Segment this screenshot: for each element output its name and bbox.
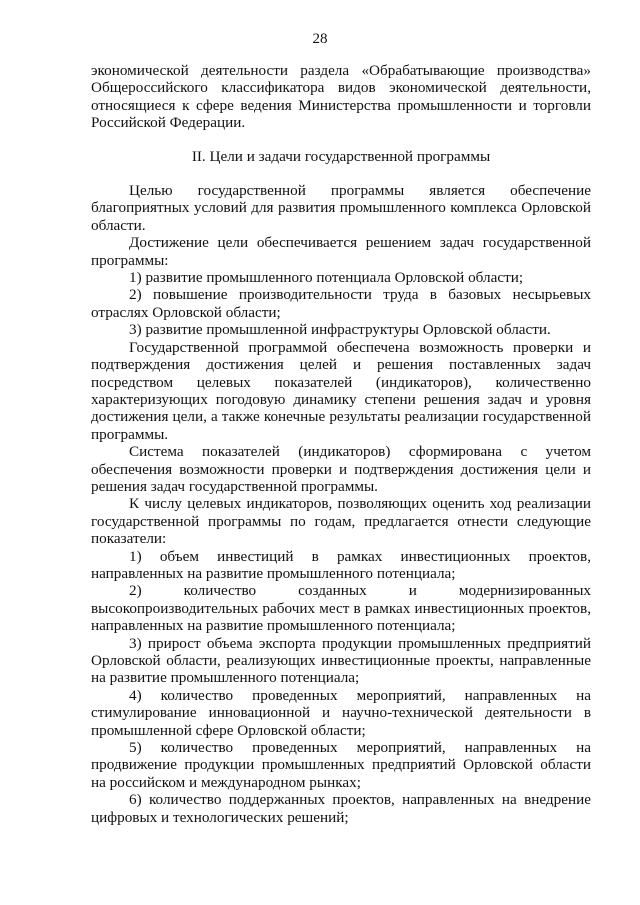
document-body bbox=[91, 62, 591, 826]
page-number: 28 bbox=[312, 31, 328, 47]
indicator-item-2: 2) количество созданных и модернизированных высокопроизводительных рабочих мест в рамках инвестиционных проектов, направленных на развитие промышленного потенциала; bbox=[91, 582, 591, 635]
task-item-3: 3) развитие промышленной инфраструктуры Орловской области. bbox=[129, 321, 551, 339]
paragraph-continuation: экономической деятельности раздела «Обрабатывающие производства» Общероссийского классификатора видов экономической деятельности, относящиеся к сфере ведения Министерства промышленности и торговли Российской Федерации. bbox=[91, 62, 591, 132]
paragraph-tasks-intro: Достижение цели обеспечивается решением задач государственной программы: bbox=[91, 234, 591, 269]
task-item-1: 1) развитие промышленного потенциала Орловской области; bbox=[129, 269, 524, 287]
task-item-2: 2) повышение производительности труда в базовых несырьевых отраслях Орловской области; bbox=[91, 286, 591, 321]
indicator-item-4: 4) количество проведенных мероприятий, направленных на стимулирование инновационной и научно-технической деятельности в промышленной сфере Орловской области; bbox=[91, 686, 591, 739]
paragraph-indicators-intro: К числу целевых индикаторов, позволяющих оценить ход реализации государственной программы по годам, предлагается отнести следующие показатели: bbox=[91, 495, 591, 548]
paragraph-verification: Государственной программой обеспечена возможность проверки и подтверждения достижения целей и решения поставленных задач посредством целевых показателей (индикаторов), количественно характеризующих погодовую динамику степени решения задач и уровня достижения цели, а также конечные результаты реализации государственной программы. bbox=[91, 338, 591, 443]
indicator-item-1: 1) объем инвестиций в рамках инвестиционных проектов, направленных на развитие промышленного потенциала; bbox=[91, 547, 591, 582]
indicator-item-6: 6) количество поддержанных проектов, направленных на внедрение цифровых и технологических решений; bbox=[91, 791, 591, 826]
paragraph-indicator-system: Система показателей (индикаторов) сформирована с учетом обеспечения возможности проверки и подтверждения достижения цели и решения задач государственной программы. bbox=[91, 443, 591, 495]
paragraph-goal: Целью государственной программы является обеспечение благоприятных условий для развития промышленного комплекса Орловской области. bbox=[91, 182, 591, 234]
indicator-item-5: 5) количество проведенных мероприятий, направленных на продвижение продукции промышленных предприятий Орловской области на российском и международном рынках; bbox=[91, 739, 591, 791]
indicator-item-3: 3) прирост объема экспорта продукции промышленных предприятий Орловской области, реализующих инвестиционные проекты, направленные на развитие промышленного потенциала; bbox=[91, 634, 591, 687]
section-heading: II. Цели и задачи государственной программы bbox=[191, 147, 491, 165]
